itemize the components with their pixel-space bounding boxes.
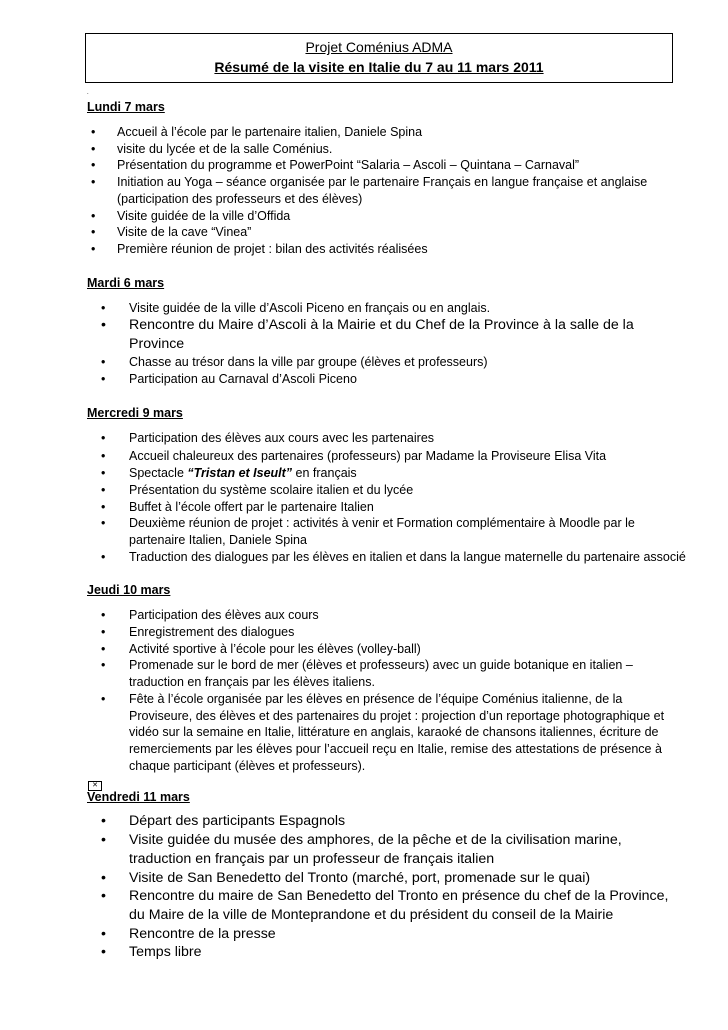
list-item: • Visite guidée de la ville d’Ascoli Piceno en français ou en anglais. [87, 300, 687, 317]
bullet-icon: • [101, 549, 106, 564]
bullet-icon: • [101, 888, 106, 905]
bullet-icon: • [101, 608, 106, 623]
list-item: • Accueil chaleureux des partenaires (professeurs) par Madame la Proviseure Elisa Vita [87, 448, 687, 465]
day-heading-jeudi: Jeudi 10 mars [87, 583, 171, 598]
list-item: • Chasse au trésor dans la ville par groupe (élèves et professeurs) [87, 354, 687, 371]
bullet-icon: • [101, 658, 106, 673]
list-item: • Rencontre du Maire d’Ascoli à la Mairie et du Chef de la Province à la salle de la Province [87, 316, 687, 354]
list-item: • visite du lycée et de la salle Coménius. [87, 141, 687, 158]
list-item: • Promenade sur le bord de mer (élèves et professeurs) avec un guide botanique en italien – traduction en français par les élèves italiens. [87, 657, 687, 690]
list-item: • Visite de la cave “Vinea” [87, 224, 687, 241]
bullet-icon: • [101, 832, 106, 849]
bullet-icon: • [91, 141, 96, 156]
list-item: • Participation des élèves aux cours avec les partenaires [87, 430, 687, 447]
document-subtitle: Résumé de la visite en Italie du 7 au 11 mars 2011 [214, 59, 544, 75]
bullet-icon: • [101, 300, 106, 315]
list-item: • Traduction des dialogues par les élèves en italien et dans la langue maternelle du partenaire associé [87, 549, 687, 566]
list-item: • Temps libre [87, 943, 687, 962]
bullet-icon: • [101, 499, 106, 514]
bullet-icon: • [101, 641, 106, 656]
list-item: • Enregistrement des dialogues [87, 624, 687, 641]
bullet-icon: • [91, 175, 96, 190]
list-item: • Participation au Carnaval d’Ascoli Piceno [87, 371, 687, 388]
list-item: • Visite de San Benedetto del Tronto (marché, port, promenade sur le quai) [87, 869, 687, 888]
day-heading-mercredi: Mercredi 9 mars [87, 405, 183, 420]
bullet-icon: • [101, 944, 106, 961]
embedded-object-icon [87, 774, 687, 790]
list-item: • Buffet à l’école offert par le partenaire Italien [87, 499, 687, 516]
list-vendredi [87, 812, 687, 962]
bullet-icon: • [91, 125, 96, 139]
bullet-icon: • [91, 208, 96, 223]
bullet-icon: • [101, 869, 106, 886]
bullet-icon: • [101, 516, 106, 531]
document-body [87, 90, 687, 962]
bullet-icon: • [91, 225, 96, 240]
list-item: • Rencontre de la presse [87, 925, 687, 944]
list-item: • Visite guidée du musée des amphores, de la pêche et de la civilisation marine, traduction en français par un professeur de français italien [87, 831, 687, 868]
bullet-icon: • [101, 625, 106, 640]
list-item: • Présentation du programme et PowerPoint “Salaria – Ascoli – Quintana – Carnaval” [87, 157, 687, 174]
list-item: • Départ des participants Espagnols [87, 812, 687, 831]
bullet-icon: • [101, 925, 106, 942]
bullet-icon: • [101, 449, 106, 464]
list-mercredi [87, 430, 687, 566]
list-item: • Initiation au Yoga – séance organisée par le partenaire Français en langue française et anglaise (participation des professeurs et des élèves) [87, 174, 687, 207]
stray-marker: . [87, 90, 89, 96]
bullet-icon: • [101, 372, 106, 387]
list-item: • Fête à l’école organisée par les élèves en présence de l’équipe Coménius italienne, de la Proviseure, des élèves et des partenaires du projet : projection d’un reportage photographique et vidéo sur la semaine en Italie, littérature en anglais, karaoké de chansons italiennes, écriture de remerciements par les élèves pour l’accueil reçu en Italie, remise des attestations de présence à chaque participant (élèves et professeurs). [87, 691, 687, 775]
bullet-icon: • [101, 430, 106, 445]
bullet-icon: • [101, 317, 106, 334]
bullet-icon: • [101, 355, 106, 370]
bullet-icon: • [91, 241, 96, 256]
list-item: • Accueil à l’école par le partenaire italien, Daniele Spina [87, 124, 687, 141]
list-item: • Première réunion de projet : bilan des activités réalisées [87, 241, 687, 258]
bullet-icon: • [101, 691, 106, 706]
list-lundi [87, 124, 687, 258]
document-title: Projet Coménius ADMA [305, 39, 453, 55]
list-item: • Spectacle “Tristan et Iseult” en français [87, 465, 687, 482]
placeholder-image-icon: ✕ [88, 781, 102, 791]
spectacle-title: “Tristan et Iseult” [187, 466, 293, 481]
list-mardi [87, 300, 687, 388]
list-item: • Participation des élèves aux cours [87, 607, 687, 624]
bullet-icon: • [91, 158, 96, 173]
day-heading-lundi: Lundi 7 mars [87, 100, 165, 114]
bullet-icon: • [101, 466, 106, 481]
list-item: • Rencontre du maire de San Benedetto del Tronto en présence du chef de la Province, du Maire de la ville de Monteprandone et du président du conseil de la Mairie [87, 887, 687, 924]
document-header [85, 33, 673, 83]
bullet-icon: • [101, 813, 106, 830]
day-heading-vendredi: Vendredi 11 mars [87, 790, 190, 805]
bullet-icon: • [101, 482, 106, 497]
list-jeudi [87, 607, 687, 774]
list-item: • Deuxième réunion de projet : activités à venir et Formation complémentaire à Moodle par le partenaire Italien, Daniele Spina [87, 515, 687, 548]
list-item: • Visite guidée de la ville d’Offida [87, 208, 687, 225]
list-item: • Présentation du système scolaire italien et du lycée [87, 482, 687, 499]
day-heading-mardi: Mardi 6 mars [87, 275, 165, 290]
list-item: • Activité sportive à l’école pour les élèves (volley-ball) [87, 641, 687, 658]
